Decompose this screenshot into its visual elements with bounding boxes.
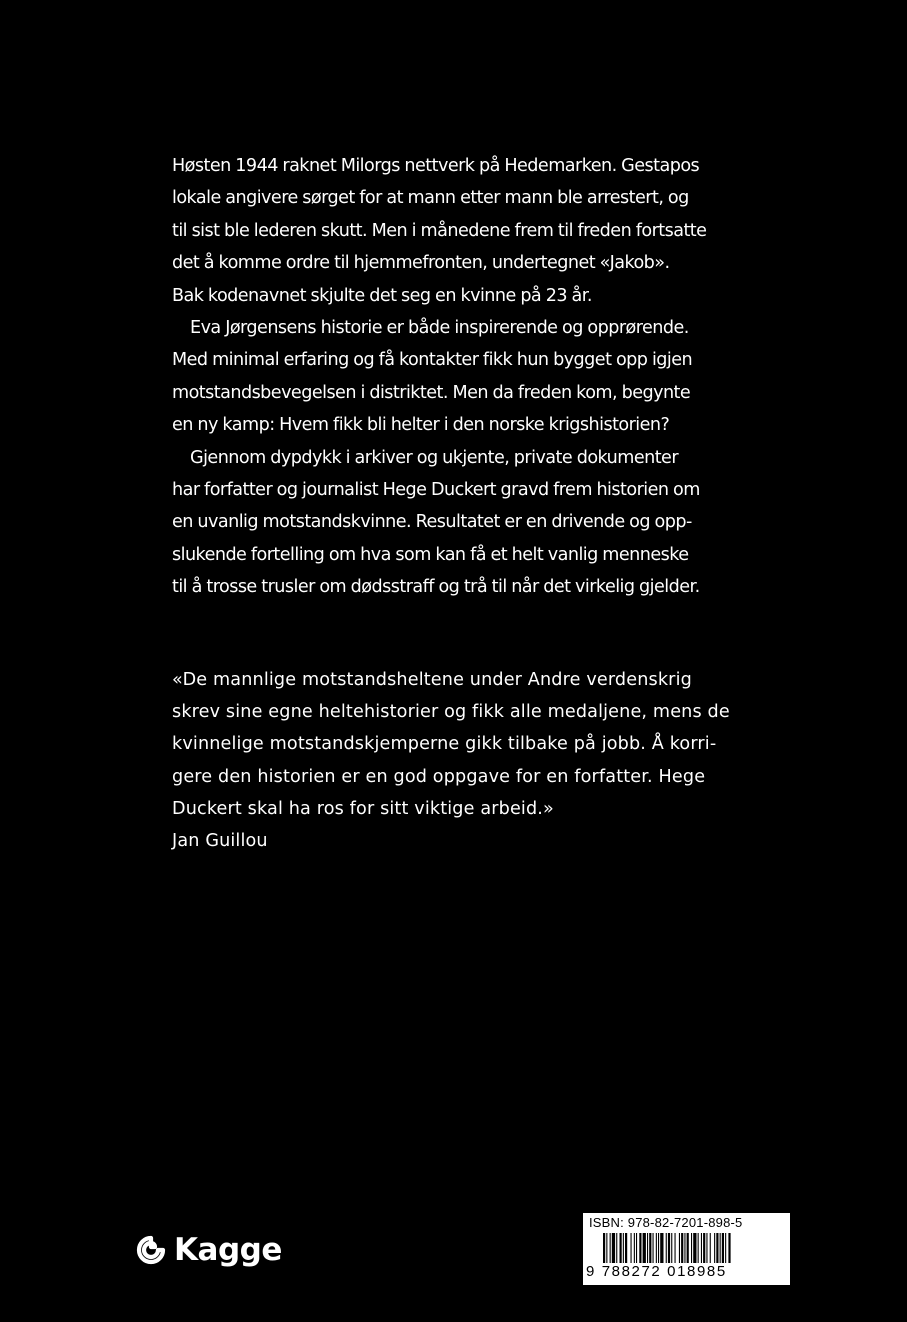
blurb-paragraph-1 [172,150,772,312]
isbn-label: ISBN: 978-82-7201-898-5 [589,1215,743,1230]
publisher-name: Kagge [174,1232,282,1268]
blurb-line: har forfatter og journalist Hege Duckert gravd frem historien om [172,480,700,501]
back-cover-blurb [172,150,772,604]
isbn-barcode [583,1213,790,1285]
blurb-line: til å trosse trusler om dødsstraff og trå til når det virkelig gjelder. [172,577,700,598]
quote-line: Duckert skal ha ros for sitt viktige arbeid.» [172,798,554,819]
blurb-line: Med minimal erfaring og få kontakter fikk hun bygget opp igjen [172,350,693,371]
blurb-line: det å komme ordre til hjemmefronten, undertegnet «Jakob». [172,253,670,274]
quote-line: «De mannlige motstandsheltene under Andre verdenskrig [172,670,692,690]
blurb-line: Høsten 1944 raknet Milorgs nettverk på Hedemarken. Gestapos [172,156,700,176]
quote-line: skrev sine egne heltehistorier og fikk alle medaljene, mens de [172,702,730,723]
blurb-line: Bak kodenavnet skjulte det seg en kvinne på 23 år. [172,285,592,306]
blurb-line: en ny kamp: Hvem fikk bli helter i den norske krigshistorien? [172,415,670,436]
spiral-logo-icon [136,1235,166,1265]
endorsement-quote [172,664,772,857]
barcode-bars [603,1233,783,1263]
blurb-line: lokale angivere sørget for at mann etter mann ble arrestert, og [172,188,689,209]
blurb-line: Gjennom dypdykk i arkiver og ukjente, private dokumenter [190,447,679,468]
quote-line: gere den historien er en god oppgave for en forfatter. Hege [172,766,706,787]
publisher-logo [136,1228,282,1272]
blurb-line: motstandsbevegelsen i distriktet. Men da freden kom, begynte [172,382,691,403]
blurb-line: en uvanlig motstandskvinne. Resultatet er en drivende og opp- [172,512,692,533]
quote-author: Jan Guillou [172,831,268,852]
quote-line: kvinnelige motstandskjemperne gikk tilbake på jobb. Å korri- [172,734,717,755]
blurb-line: slukende fortelling om hva som kan få et helt vanlig menneske [172,544,689,565]
barcode-digits: 9 788272 018985 [586,1263,727,1280]
blurb-line: Eva Jørgensens historie er både inspirerende og opprørende. [190,318,689,339]
blurb-paragraph-2 [172,312,772,442]
blurb-line: til sist ble lederen skutt. Men i månedene frem til freden fortsatte [172,220,707,241]
blurb-paragraph-3 [172,442,772,604]
